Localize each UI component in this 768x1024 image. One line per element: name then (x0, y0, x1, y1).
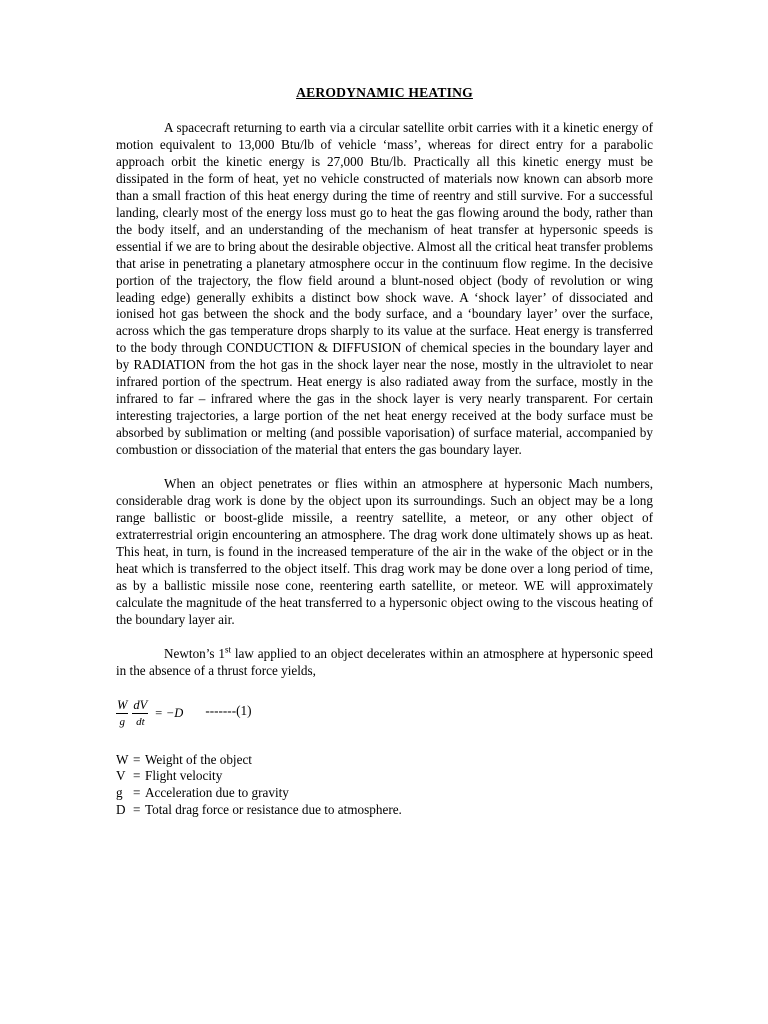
definition-text: Flight velocity (145, 768, 223, 784)
definitions-list (116, 752, 653, 819)
definition-symbol: D (116, 801, 126, 817)
equation-number: -------(1) (205, 702, 252, 718)
fraction-denominator: g (119, 715, 125, 728)
definition-row (116, 802, 653, 819)
paragraph-2: When an object penetrates or flies within an atmosphere at hypersonic Mach numbers, considerable drag work is done by the object upon its surroundings. Such an object may be a long range ballistic or boost-glide missile, a reentry satellite, a meteor, or any other object of extraterrestrial origin encountering an atmosphere. The drag work done ultimately shows up as heat. This heat, in turn, is found in the increased temperature of the air in the wake of the object or in the heat which is transferred to the object itself. This drag work may be done over a long period of time, as by a ballistic missile nose cone, reentering earth satellite, or meteor. WE will approximately calculate the magnitude of the heat transferred to a hypersonic object owing to the viscous heating of the boundary layer air. (116, 476, 653, 627)
definition-row (116, 752, 653, 769)
definition-symbol: g (116, 785, 123, 801)
definition-equals: = (133, 768, 141, 784)
newton-text-end: law applied to an object decelerates within an atmosphere at hypersonic speed in the absence of a thrust force yields, (116, 645, 653, 678)
definition-text: Acceleration due to gravity (145, 785, 289, 801)
newton-text-start: Newton’s 1 (164, 645, 225, 661)
paragraph-1: A spacecraft returning to earth via a circular satellite orbit carries with it a kinetic energy of motion equivalent to 13,000 Btu/lb of vehicle ‘mass’, whereas for direct entry for a parabolic approach orbit the kinetic energy is 27,000 Btu/lb. Practically all this kinetic energy must be dissipated in the form of heat, yet no vehicle constructed of materials now known can absorb more than a small fraction of this heat energy during the time of reentry and still survive. For a successful landing, clearly most of the energy loss must go to heat the gas flowing around the body, rather than the body itself, and an understanding of the mechanism of heat transfer at hypersonic speeds is essential if we are to bring about the desirable objective. Almost all the critical heat transfer problems that arise in penetrating a planetary atmosphere occur in the continuum flow regime. In the decisive portion of the trajectory, the flow field around a blunt-nosed object (body of revolution or wing leading edge) generally exhibits a distinct bow shock wave. A ‘shock layer’ of dissociated and ionised hot gas between the shock and the body surface, and a ‘boundary layer’ over the surface, across which the gas temperature drops sharply to its value at the surface. Heat energy is transferred to the body through CONDUCTION & DIFFUSION of chemical species in the boundary layer and by RADIATION from the hot gas in the shock layer near the nose, mostly in the ultraviolet to near infrared portion of the spectrum. Heat energy is also radiated away from the surface, mostly in the infrared to far – infrared where the gas in the shock layer is very nearly transparent. For certain interesting trajectories, a large portion of the net heat energy received at the body surface must be absorbed by sublimation or melting (and possible vaporisation) of surface material, accompanied by combustion or dissociation of the material that enters the gas boundary layer. (116, 120, 653, 458)
definition-equals: = (133, 801, 141, 817)
document-body (116, 84, 653, 819)
definition-equals: = (133, 751, 141, 767)
definition-text: Total drag force or resistance due to atmosphere. (145, 801, 402, 817)
definition-symbol: V (116, 768, 126, 784)
fraction-numerator: dV (133, 697, 148, 712)
fraction-numerator: W (117, 697, 128, 712)
fraction-dv-over-dt (132, 699, 148, 729)
definition-text: Weight of the object (145, 751, 252, 767)
newton-superscript: st (225, 644, 232, 655)
fraction-w-over-g (116, 699, 128, 729)
paragraph-newton (116, 646, 653, 680)
fraction-denominator: dt (136, 715, 145, 728)
definition-row (116, 785, 653, 802)
definition-symbol: W (116, 751, 129, 767)
definition-equals: = (133, 785, 141, 801)
equation-1 (116, 694, 653, 734)
page-title: AERODYNAMIC HEATING (296, 85, 473, 100)
definition-row (116, 768, 653, 785)
equation-rhs: = −D (154, 706, 184, 721)
